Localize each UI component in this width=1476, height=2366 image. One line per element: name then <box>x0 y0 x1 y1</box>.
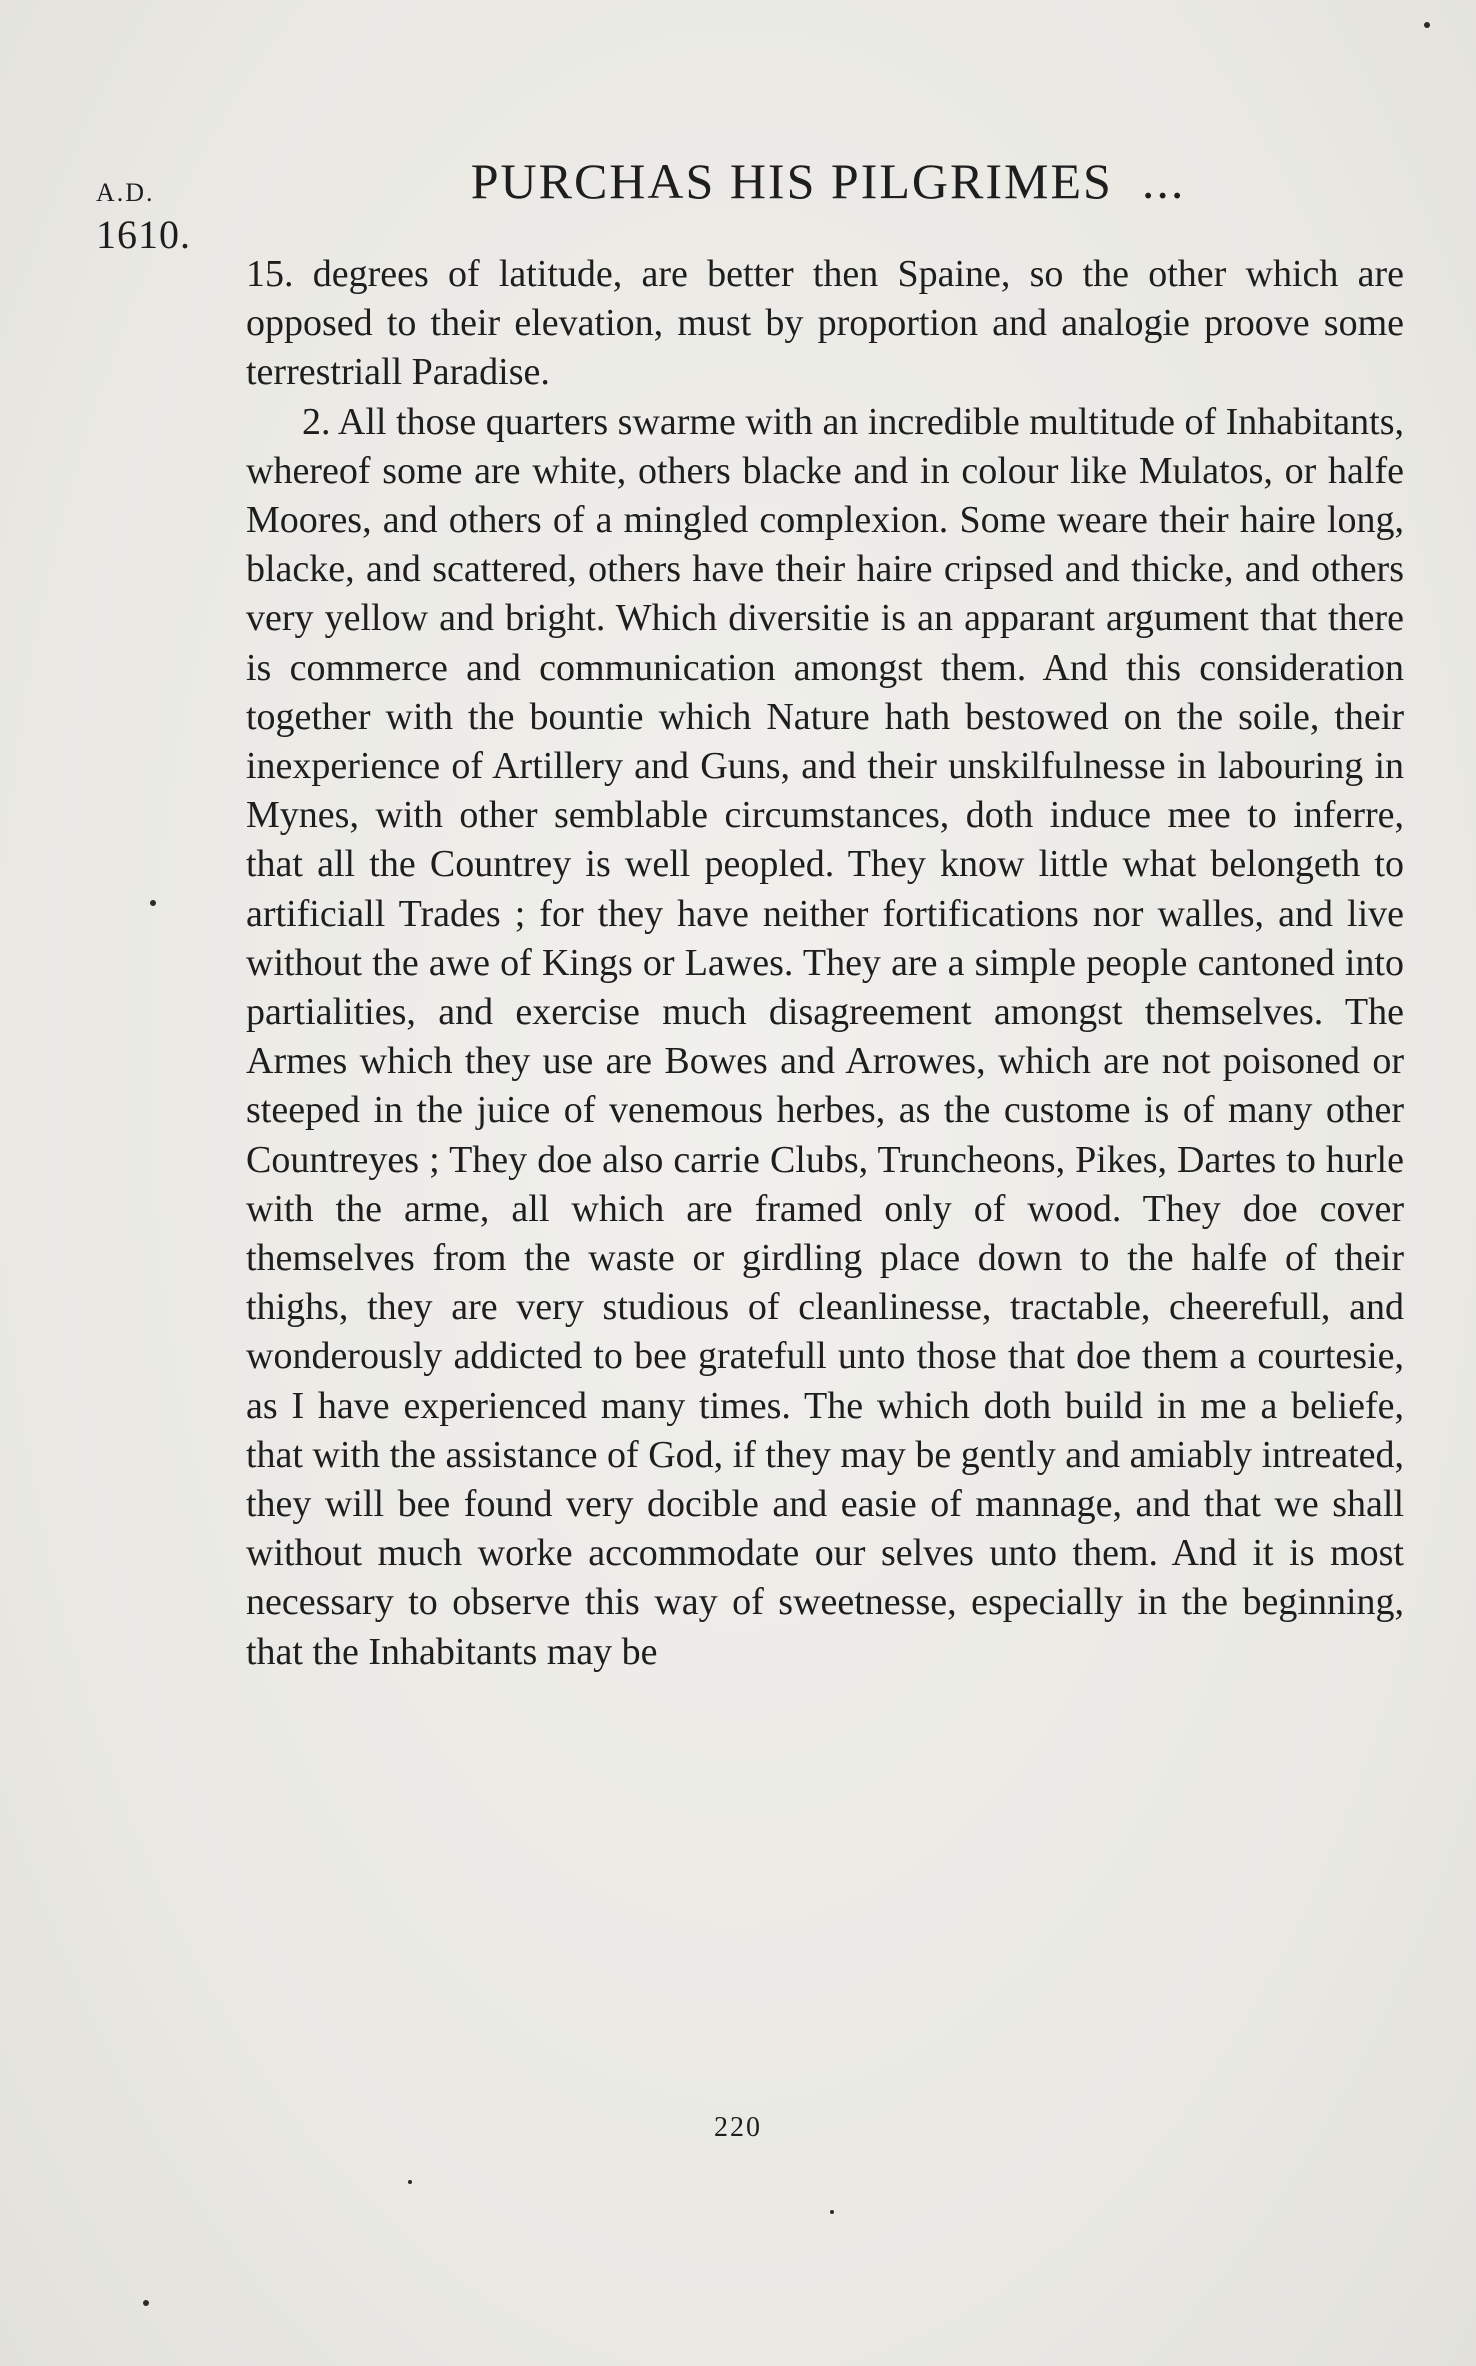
paragraph-2: 2. All those quarters swarme with an incredible multitude of Inhabitants, whereof some are white, others blacke and in colour like Mulatos, or halfe Moores, and others of a mingled complexion. Some weare their haire long, blacke, and scattered, others have their haire cripsed and thicke, and others very yellow and bright. Which diversitie is an apparant argument that there is commerce and communication amongst them. And this consideration together with the bountie which Nature hath bestowed on the soile, their inexperience of Artillery and Guns, and their unskilfulnesse in labouring in Mynes, with other semblable circumstances, doth induce mee to inferre, that all the Countrey is well peopled. They know little what belongeth to artificiall Trades ; for they have neither fortifications nor walles, and live without the awe of Kings or Lawes. They are a simple people cantoned into partialities, and exercise much disagreement amongst themselves. The Armes which they use are Bowes and Arrowes, which are not poisoned or steeped in the juice of venemous herbes, as the custome is of many other Countreyes ; They doe also carrie Clubs, Truncheons, Pikes, Dartes to hurle with the arme, all which are framed only of wood. They doe cover themselves from the waste or girdling place down to the halfe of their thighs, they are very studious of cleanlinesse, tractable, cheerefull, and wonderously addicted to bee gratefull unto those that doe them a courtesie, as I have experienced many times. The which doth build in me a beliefe, that with the assistance of God, if they may be gently and amiably intreated, they will bee found very docible and easie of mannage, and that we shall without much worke accommodate our selves unto them. And it is most necessary to observe this way of sweetnesse, especially in the beginning, that the Inhabitants may be <box>246 400 1404 1673</box>
margin-ad: A.D. <box>96 178 155 207</box>
page-number: 220 <box>714 2112 762 2143</box>
margin-year: 1610. <box>96 212 191 257</box>
ink-speck <box>408 2180 412 2184</box>
ink-speck <box>143 2300 149 2306</box>
ink-speck <box>830 2210 834 2214</box>
ink-speck <box>150 900 156 906</box>
running-head <box>250 152 1406 210</box>
running-head-title: PURCHAS HIS PILGRIMES <box>470 153 1113 209</box>
ink-speck <box>1424 22 1430 28</box>
paragraph-continued: 15. degrees of latitude, are better then Spaine, so the other which are opposed to their elevation, must by proportion and analogie proove some terrestriall Paradise. <box>246 253 1404 394</box>
running-head-ornament: ... <box>1127 153 1186 209</box>
body-text <box>246 250 1404 1677</box>
margin-date <box>96 172 191 256</box>
